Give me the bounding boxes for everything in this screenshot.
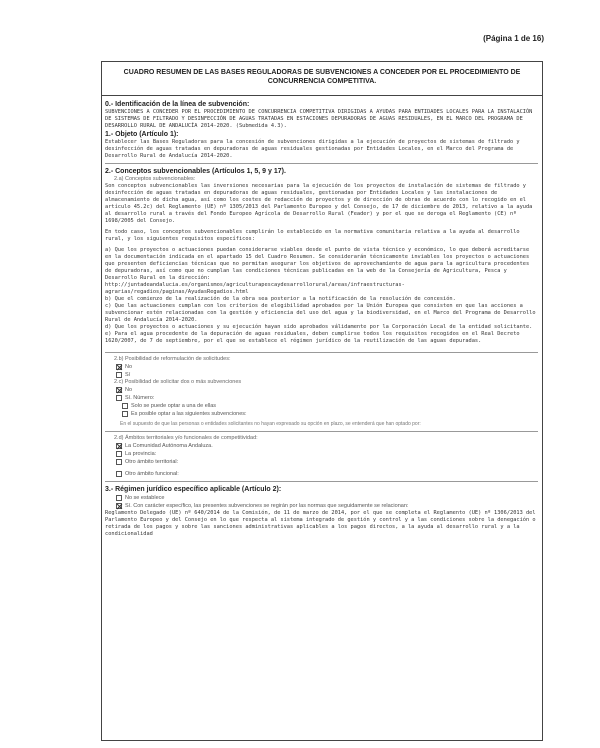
section2-heading: 2.- Conceptos subvencionables (Artículos 1, 5, 9 y 17).: [105, 168, 286, 175]
option-2b-no[interactable]: No: [116, 363, 538, 371]
page-number: (Página 1 de 16): [483, 34, 544, 43]
checkbox-icon[interactable]: [122, 403, 128, 409]
checkbox-icon[interactable]: [116, 495, 122, 501]
option-2d-provincia[interactable]: La provincia:: [116, 450, 538, 458]
document-title: CUADRO RESUMEN DE LAS BASES REGULADORAS DE SUBVENCIONES A CONCEDER POR EL PROCEDIMIENTO DE CONCURRENCIA COMPETITIVA.: [102, 62, 542, 96]
checkbox-icon[interactable]: [116, 395, 122, 401]
checkbox-checked-icon[interactable]: [116, 443, 122, 449]
divider: [105, 481, 538, 482]
option-3-no[interactable]: No se establece: [116, 494, 538, 502]
section2c-label: 2.c) Posibilidad de solicitar dos o más subvenciones: [114, 379, 242, 385]
option-2c-multiple[interactable]: Es posible optar a las siguientes subvenciones:: [122, 410, 538, 418]
divider: [105, 163, 538, 164]
content-area: [102, 96, 542, 538]
checkbox-icon[interactable]: [116, 471, 122, 477]
option-2c-si[interactable]: Sí. Número:: [116, 394, 538, 402]
checkbox-icon[interactable]: [122, 411, 128, 417]
checkbox-checked-icon[interactable]: [116, 364, 122, 370]
option-2c-no[interactable]: No: [116, 386, 538, 394]
section3-text: Reglamento Delegado (UE) nº 640/2014 de la Comisión, de 11 de marzo de 2014, por el que se completa el Reglamento (UE) nº 1306/2013 del Parlamento Europeo y del Consejo en lo que respecta al sistema integrado de gestión y control y a las condiciones sobre la denegación o retirada de los pagos y sobre las sanciones administrativas aplicables a los pagos directos, a la ayuda al desarrollo rural y a la condicionalidad: [105, 510, 536, 537]
option-2d-funcional[interactable]: Otro ámbito funcional:: [116, 470, 538, 478]
divider: [105, 431, 538, 432]
section2a-para3: a) Que los proyectos o actuaciones puedan considerarse viables desde el punto de vista técnico y económico, lo que deberá acreditarse en la documentación indicada en el apartado 15 del Cuadro Resumen. Se considerarán técnicamente inviables los proyectos o actuaciones que presenten deficiencias técnicas que no permitan asegurar los objetivos de aprovechamiento de agua para la agricultura procedentes de depuradoras, así como que no cumplan las condiciones técnicas publicadas en la web de la Consejería de Agricultura, Pesca y Desarrollo Rural en la dirección: http://juntadeandalucia.es/organismos/agriculturapescaydesarrollorural/areas/infraestructuras-agrarias/regadios/paginas/AyudasRegadios.html b) Que el comienzo de la realización de la obra sea posterior a la notificación de la resolución de concesión. c) Que las actuaciones cumplan con los criterios de elegibilidad aprobados por la Unión Europea que consisten en que las acciones a subvencionar estén relacionadas con la gestión y eficiencia del uso del agua y la biodiversidad, en el Marco del Programa de Desarrollo Rural de Andalucía 2014-2020. d) Que los proyectos o actuaciones y su ejecución hayan sido aprobados válidamente por la Corporación Local de la entidad solicitante. e) Para el agua procedente de la depuración de aguas residuales, deben cumplirse todos los requisitos recogidos en el Real Decreto 1620/2007, de 7 de septiembre, por el que se establece el régimen jurídico de la reutilización de las aguas depuradas.: [105, 247, 536, 344]
checkbox-icon[interactable]: [116, 372, 122, 378]
option-2d-comunidad[interactable]: La Comunidad Autónoma Andaluza.: [116, 442, 538, 450]
section2b-label: 2.b) Posibilidad de reformulación de solicitudes:: [114, 356, 231, 362]
section2d-label: 2.d) Ámbitos territoriales y/o funcionales de competitividad:: [114, 435, 258, 441]
section0-heading: 0.- Identificación de la línea de subvención:: [105, 101, 250, 108]
section2a-para1: Son conceptos subvencionables las inversiones necesarias para la ejecución de los proyectos de instalación de sistemas de filtrado y desinfección de aguas tratadas en depuradoras de aguas residuales, gestionadas por Entidades Locales y las instalaciones de almacenamiento de dicha agua, así como los costes de redacción de proyectos y de dirección de obras de acuerdo con lo recogido en el artículo 45.2c) del Reglamento (UE) nº 1305/2013 del Parlamento Europeo y del Consejo, de 17 de diciembre de 2013, relativo a la ayuda al desarrollo rural a través del Fondo Europeo Agrícola de Desarrollo Rural (Feader) y por el que se deroga el Reglamento (CE) nº 1698/2005 del Consejo.: [105, 183, 533, 224]
divider: [105, 352, 538, 353]
section1-heading: 1.- Objeto (Artículo 1):: [105, 131, 179, 138]
section3-heading: 3.- Régimen jurídico específico aplicable (Artículo 2):: [105, 486, 282, 493]
checkbox-icon[interactable]: [116, 451, 122, 457]
section0-text: SUBVENCIONES A CONCEDER POR EL PROCEDIMIENTO DE CONCURRENCIA COMPETITIVA DIRIGIDAS A AYUDAS PARA ENTIDADES LOCALES PARA LA INSTALACIÓN DE SISTEMAS DE FILTRADO Y DESINFECCIÓN DE AGUAS TRATADAS EN ESTACIONES DEPURADORAS DE AGUAS RESIDUALES, EN EL MARCO DEL PROGRAMA DE DESARROLLO RURAL DE ANDALUCÍA 2014-2020. (Submedida 4.3).: [105, 109, 533, 129]
option-3-si[interactable]: Sí. Con carácter específico, las presentes subvenciones se regirán por las normas que seguidamente se relacionan:: [116, 502, 538, 510]
option-2b-si[interactable]: Sí: [116, 371, 538, 379]
checkbox-icon[interactable]: [116, 459, 122, 465]
section2a-label: 2.a) Conceptos subvencionables:: [114, 176, 196, 182]
summary-frame: [101, 61, 543, 741]
section1-text: Establecer las Bases Reguladoras para la concesión de subvenciones dirigidas a la ejecución de proyectos de sistemas de filtrado y desinfección de aguas tratadas en depuradoras de aguas residuales gestionadas por Entidades Locales, en el Marco del Programa de Desarrollo Rural de Andalucía 2014-2020.: [105, 139, 520, 159]
section2a-para2: En todo caso, los conceptos subvencionables cumplirán lo establecido en la normativa comunitaria relativa a la ayuda al desarrollo rural, y los siguientes requisitos específicos:: [105, 229, 520, 242]
checkbox-checked-icon[interactable]: [116, 387, 122, 393]
option-2c-only-one[interactable]: Solo se puede optar a una de ellas: [122, 402, 538, 410]
checkbox-checked-icon[interactable]: [116, 503, 122, 509]
option-2d-territorial[interactable]: Otro ámbito territorial:: [116, 458, 538, 466]
section2c-note: En el supuesto de que las personas o entidades solicitantes no hayan expresado su opción en plazo, se entenderá que han optado por:: [120, 421, 421, 427]
